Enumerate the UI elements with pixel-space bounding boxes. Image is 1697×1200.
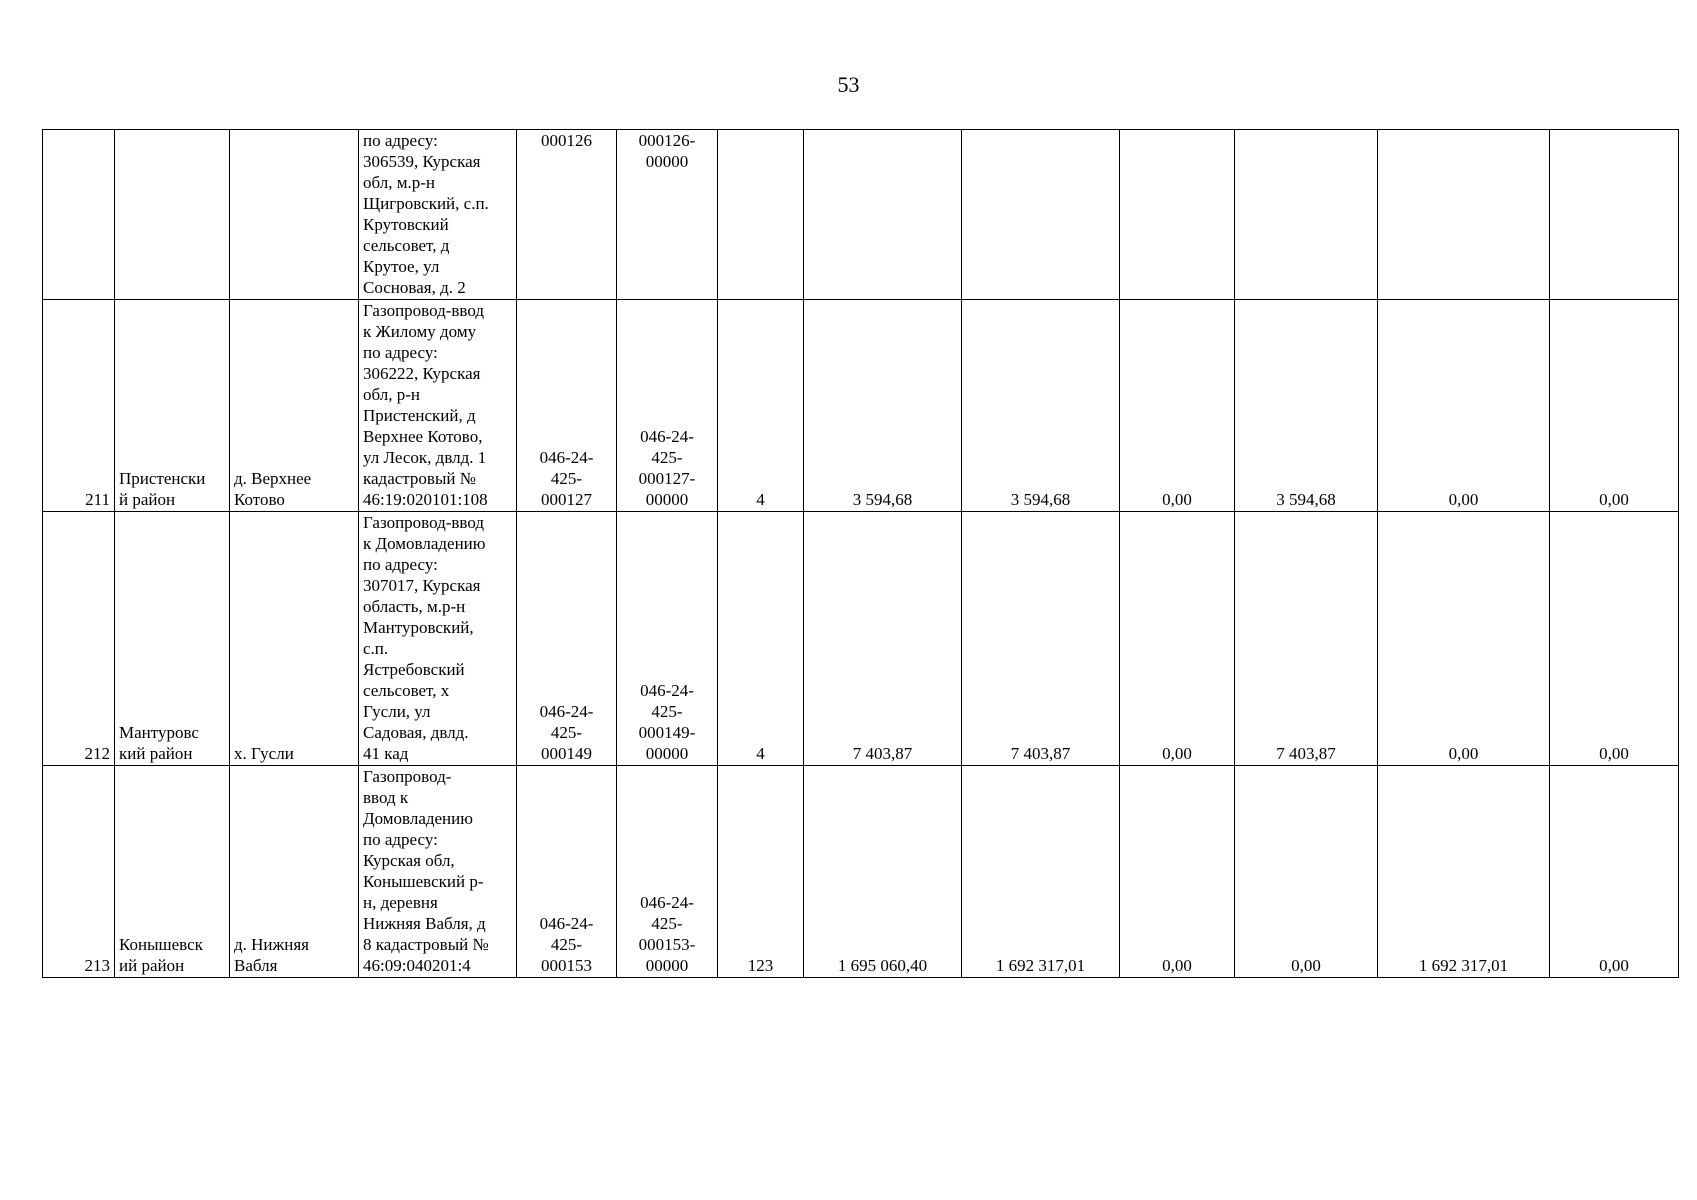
cell-code: 046-24- 425- 000127 [517,300,617,512]
cell-code: 000126 [517,130,617,300]
cell-value-1: 1 695 060,40 [804,766,962,978]
cell-full-code: 046-24- 425- 000149- 00000 [617,512,718,766]
cell-value-2 [962,130,1120,300]
cell-value-5 [1378,130,1550,300]
table-row [43,512,1679,766]
cell-object-name: Газопровод- ввод к Домовладению по адресу: Курская обл, Конышевский р- н, деревня Нижняя Вабля, д 8 кадастровый № 46:09:040201:4 [359,766,517,978]
cell-value-4: 7 403,87 [1235,512,1378,766]
cell-value-2: 3 594,68 [962,300,1120,512]
cell-district: Пристенски й район [115,300,230,512]
cell-value-3: 0,00 [1120,300,1235,512]
table-row [43,130,1679,300]
registry-table [42,129,1679,978]
cell-value-6: 0,00 [1550,512,1679,766]
cell-full-code: 046-24- 425- 000153- 00000 [617,766,718,978]
cell-value-6 [1550,130,1679,300]
cell-value-5: 0,00 [1378,300,1550,512]
cell-object-name: по адресу: 306539, Курская обл, м.р-н Щигровский, с.п. Крутовский сельсовет, д Крутое, ул Сосновая, д. 2 [359,130,517,300]
cell-value-2: 1 692 317,01 [962,766,1120,978]
cell-value-1: 3 594,68 [804,300,962,512]
cell-number: 213 [43,766,115,978]
cell-quantity: 4 [718,512,804,766]
cell-value-6: 0,00 [1550,300,1679,512]
cell-value-1: 7 403,87 [804,512,962,766]
cell-value-3: 0,00 [1120,512,1235,766]
cell-full-code: 046-24- 425- 000127- 00000 [617,300,718,512]
cell-settlement: д. Верхнее Котово [230,300,359,512]
cell-object-name: Газопровод-ввод к Домовладению по адресу: 307017, Курская область, м.р-н Мантуровский, с.п. Ястребовский сельсовет, х Гусли, ул Садовая, двлд. 41 кад [359,512,517,766]
cell-full-code: 000126- 00000 [617,130,718,300]
cell-code: 046-24- 425- 000149 [517,512,617,766]
table-row [43,766,1679,978]
cell-number: 211 [43,300,115,512]
cell-settlement: х. Гусли [230,512,359,766]
cell-district [115,130,230,300]
cell-object-name: Газопровод-ввод к Жилому дому по адресу: 306222, Курская обл, р-н Пристенский, д Верхнее Котово, ул Лесок, двлд. 1 кадастровый № 46:19:020101:108 [359,300,517,512]
cell-quantity: 4 [718,300,804,512]
cell-value-4 [1235,130,1378,300]
cell-number [43,130,115,300]
cell-value-3: 0,00 [1120,766,1235,978]
table-row [43,300,1679,512]
cell-value-4: 0,00 [1235,766,1378,978]
cell-settlement [230,130,359,300]
cell-settlement: д. Нижняя Вабля [230,766,359,978]
cell-value-2: 7 403,87 [962,512,1120,766]
cell-code: 046-24- 425- 000153 [517,766,617,978]
cell-value-3 [1120,130,1235,300]
cell-quantity: 123 [718,766,804,978]
cell-number: 212 [43,512,115,766]
cell-value-4: 3 594,68 [1235,300,1378,512]
cell-value-5: 0,00 [1378,512,1550,766]
cell-value-1 [804,130,962,300]
cell-quantity [718,130,804,300]
cell-district: Конышевск ий район [115,766,230,978]
cell-value-5: 1 692 317,01 [1378,766,1550,978]
cell-value-6: 0,00 [1550,766,1679,978]
cell-district: Мантуровс кий район [115,512,230,766]
page-number: 53 [837,72,860,97]
